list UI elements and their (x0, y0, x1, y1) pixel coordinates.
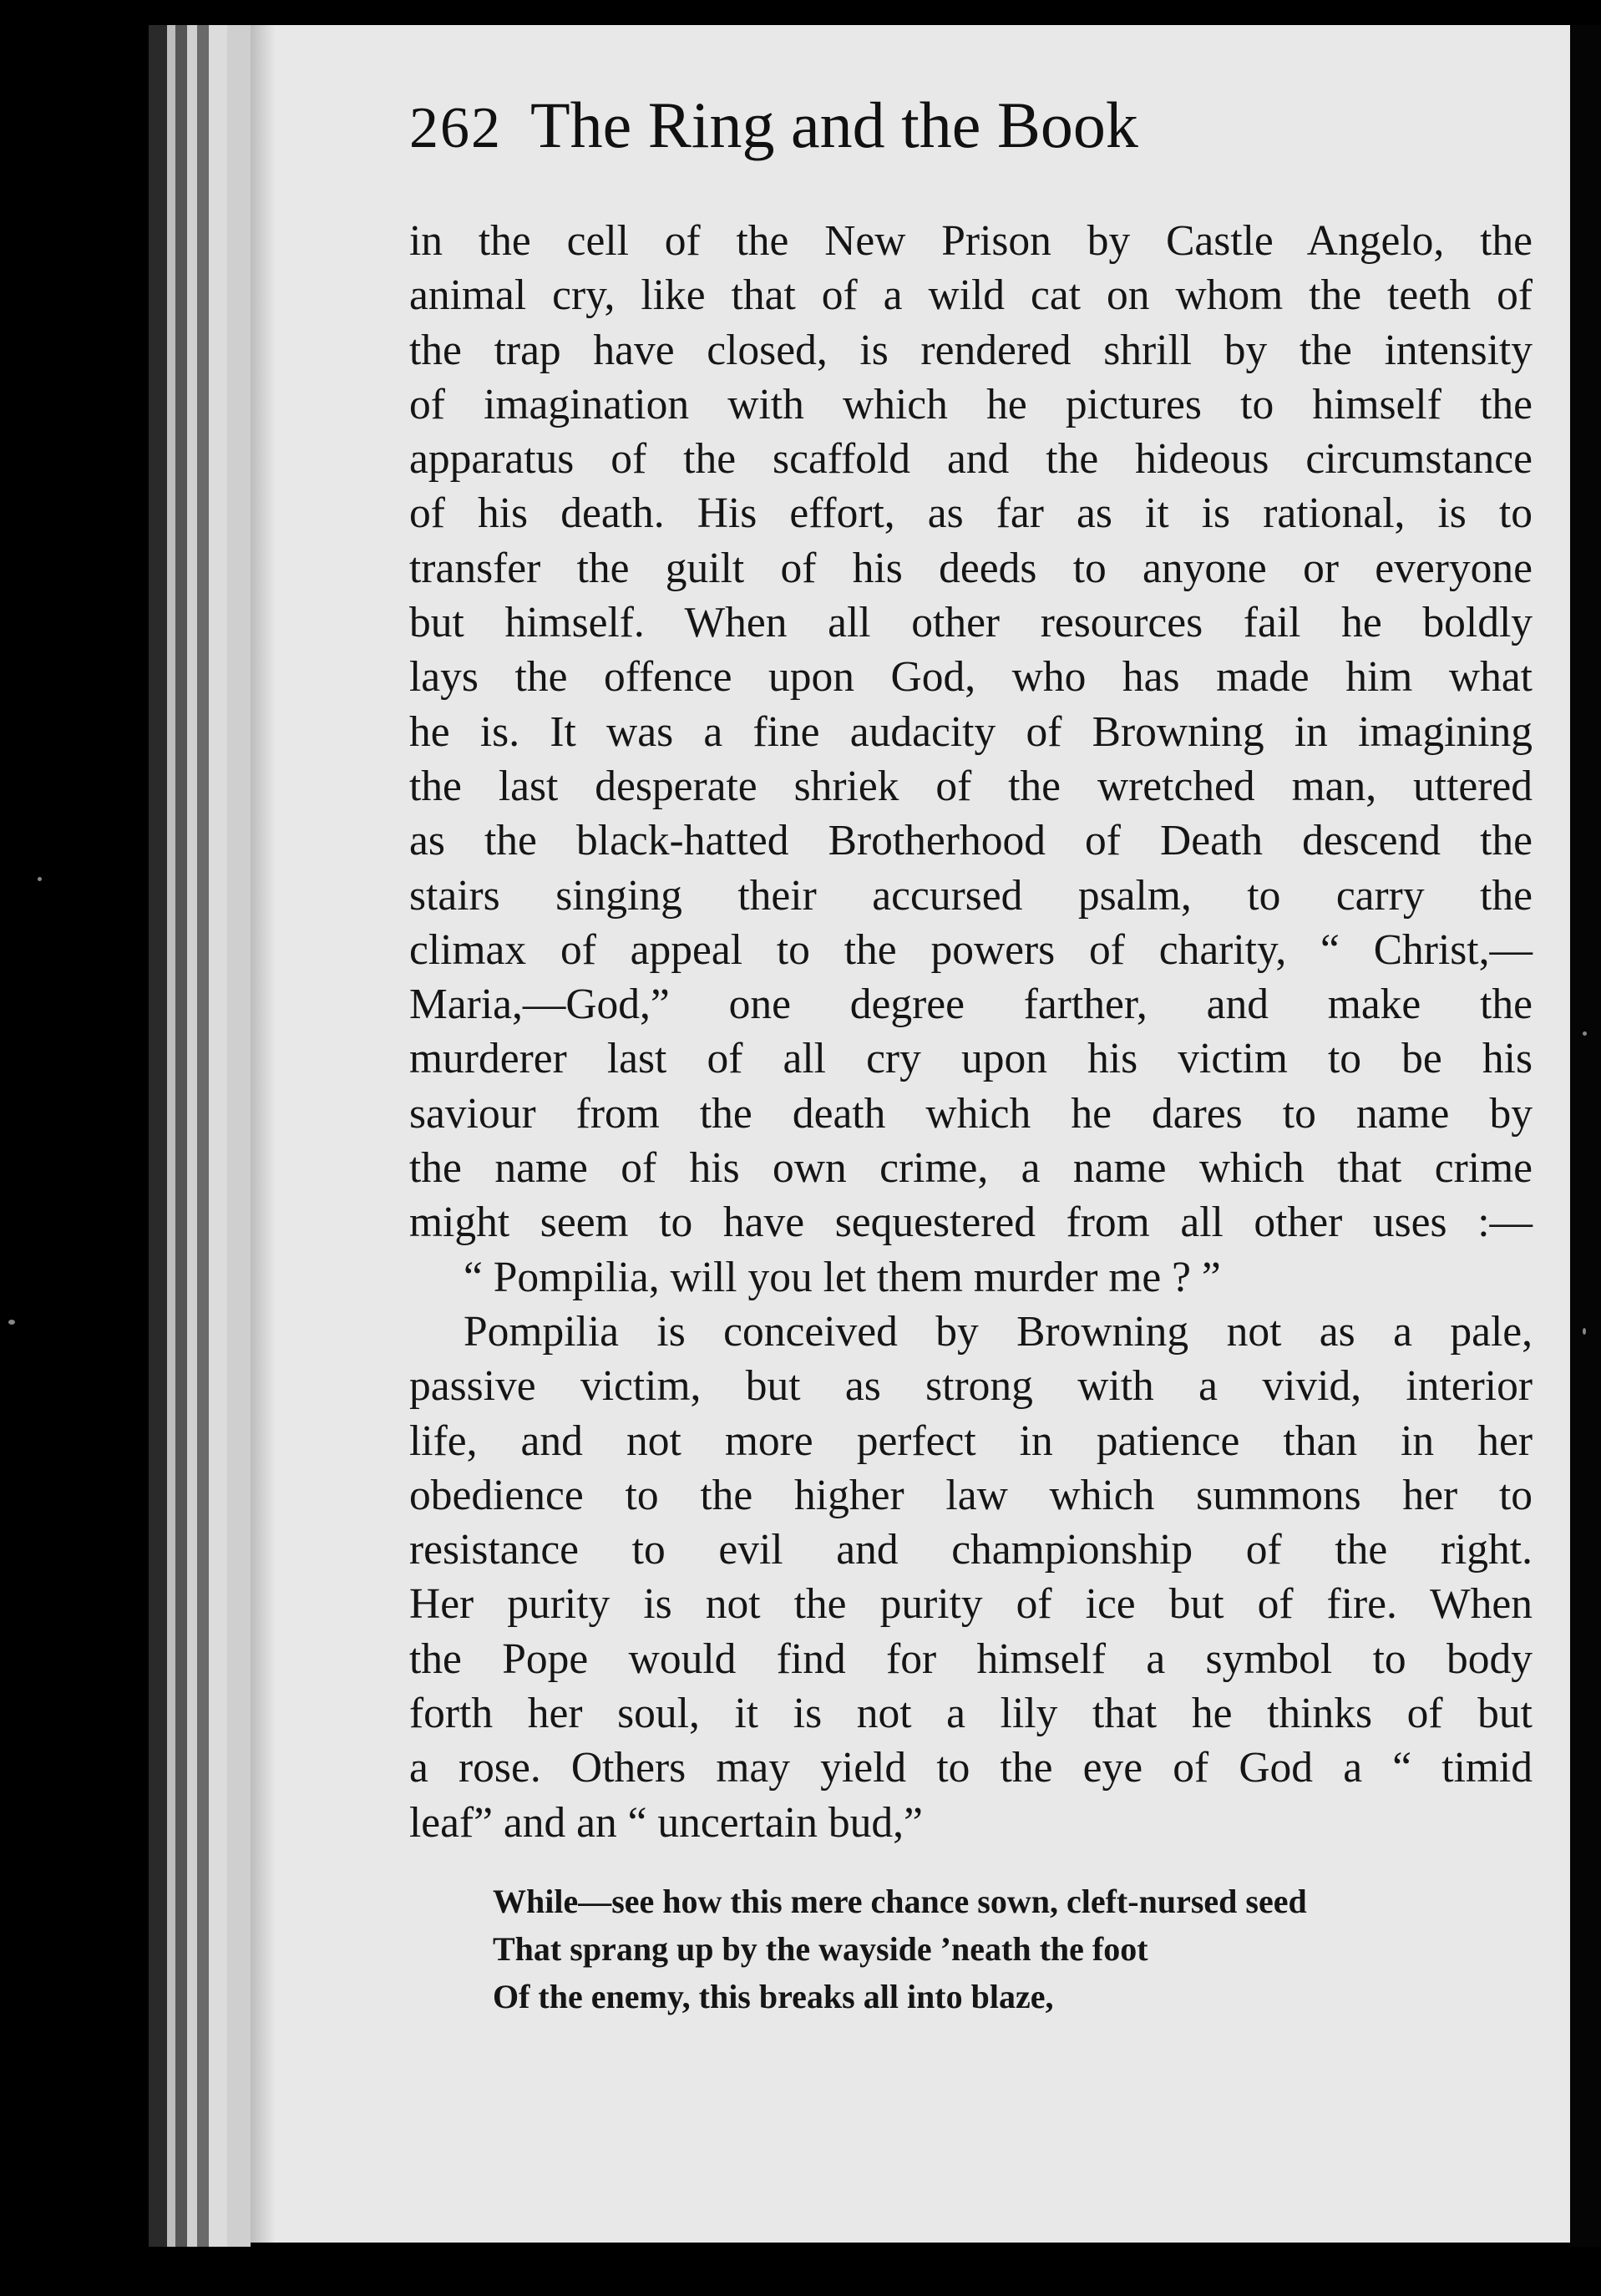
book-edge (175, 25, 187, 2247)
book-edge (187, 25, 197, 2247)
text-line: climax of appeal to the powers of charity, “ Christ,— (409, 925, 1533, 974)
text-line: Maria,—God,” one degree farther, and make the (409, 981, 1533, 1029)
text-line: of imagination with which he pictures to himself the (409, 380, 1533, 428)
text-line: obedience to the higher law which summons her to (409, 1471, 1533, 1519)
text-line: might seem to have sequestered from all other uses :— (409, 1199, 1533, 1247)
text-line: passive victim, but as strong with a vivid, interior (409, 1362, 1533, 1411)
text-line: transfer the guilt of his deeds to anyone or everyone (409, 544, 1533, 592)
text-line: in the cell of the New Prison by Castle Angelo, the (409, 217, 1533, 265)
verse-quotation (493, 1878, 1528, 2020)
quoted-line: “ Pompilia, will you let them murder me ? ” (464, 1253, 1221, 1301)
text-line: the name of his own crime, a name which that crime (409, 1144, 1533, 1193)
text-line: leaf” and an “ uncertain bud,” (409, 1798, 923, 1847)
text-line: apparatus of the scaffold and the hideous circumstance (409, 435, 1533, 484)
scan-border (1570, 25, 1601, 2247)
page-number: 262 (409, 96, 502, 160)
running-title: The Ring and the Book (530, 89, 1138, 161)
scan-speck (8, 1320, 15, 1325)
book-edge (167, 25, 175, 2247)
verse-line: That sprang up by the wayside ’neath the foot (493, 1930, 1148, 1968)
text-line: Her purity is not the purity of ice but of fire. When (409, 1580, 1533, 1629)
text-line: animal cry, like that of a wild cat on whom the teeth of (409, 271, 1533, 320)
text-line: resistance to evil and championship of the right. (409, 1526, 1533, 1574)
scan-speck (1583, 1031, 1587, 1036)
book-edge (227, 25, 251, 2247)
text-line: but himself. When all other resources fail he boldly (409, 599, 1533, 647)
book-edge (149, 25, 167, 2247)
scan-speck (1583, 1328, 1586, 1335)
book-edge (209, 25, 227, 2247)
text-line: a rose. Others may yield to the eye of God a “ timid (409, 1744, 1533, 1792)
paragraph-start: Pompilia is conceived by Browning not as a pale, (464, 1307, 1533, 1356)
page-header (409, 88, 1138, 163)
gutter-shadow (251, 25, 276, 2243)
text-line: murderer last of all cry upon his victim to be his (409, 1035, 1533, 1083)
verse-line: While—see how this mere chance sown, cleft-nursed seed (493, 1883, 1307, 1920)
text-line: forth her soul, it is not a lily that he thinks of but (409, 1690, 1533, 1738)
text-line: the Pope would find for himself a symbol to body (409, 1635, 1533, 1683)
text-line: of his death. His effort, as far as it is rational, is to (409, 489, 1533, 538)
text-line: the trap have closed, is rendered shrill by the intensity (409, 326, 1533, 374)
text-line: as the black-hatted Brotherhood of Death descend the (409, 817, 1533, 865)
text-line: stairs singing their accursed psalm, to carry the (409, 871, 1533, 920)
text-line: he is. It was a fine audacity of Browning in imagining (409, 707, 1533, 756)
scan-speck (38, 877, 42, 881)
text-line: the last desperate shriek of the wretched man, uttered (409, 762, 1533, 810)
body-text (409, 214, 1533, 1850)
text-line: saviour from the death which he dares to name by (409, 1089, 1533, 1138)
book-edge (197, 25, 209, 2247)
verse-line: Of the enemy, this breaks all into blaze, (493, 1978, 1054, 2015)
text-line: lays the offence upon God, who has made him what (409, 653, 1533, 702)
text-line: life, and not more perfect in patience than in her (409, 1417, 1533, 1465)
